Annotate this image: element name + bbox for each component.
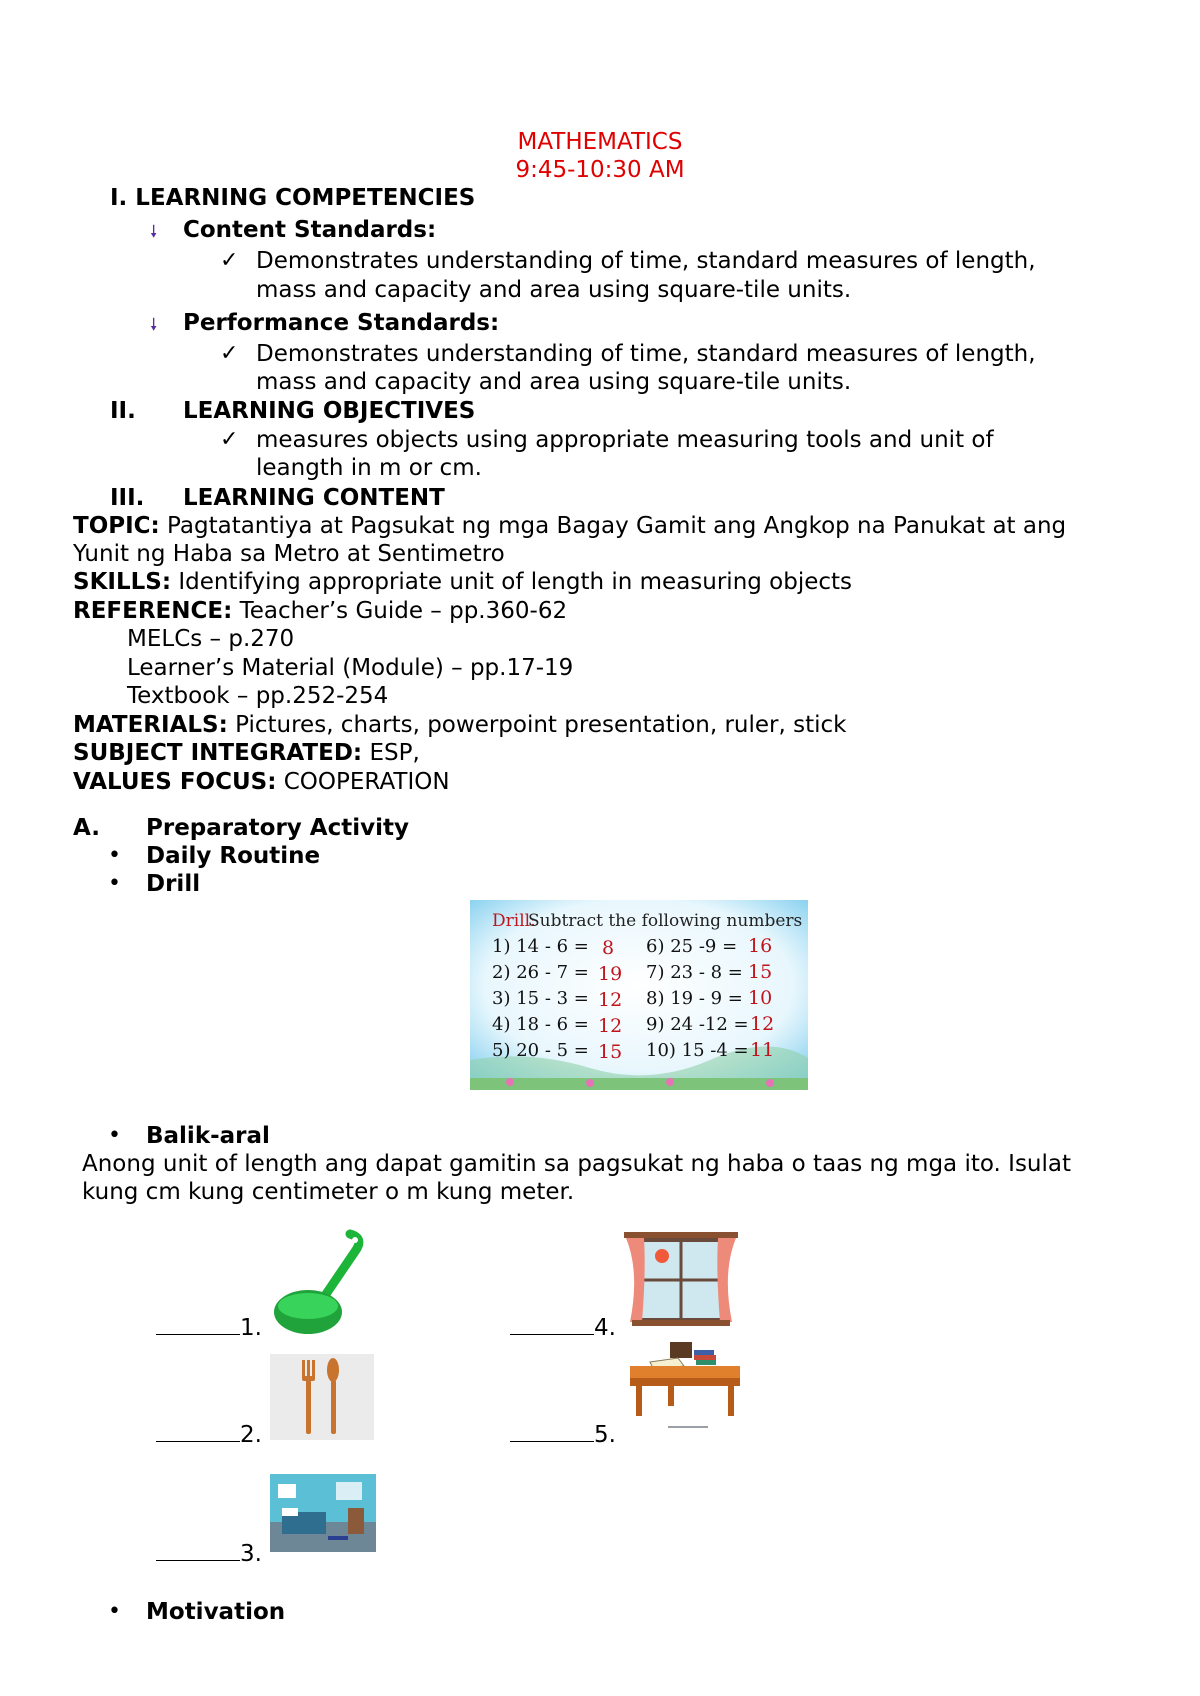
item-number: 4. [594,1315,616,1341]
bullet-icon: • [108,1599,121,1624]
activity-letter: A. [73,815,100,841]
bullet-icon: • [108,843,121,868]
reference-item: Textbook – pp.252-254 [127,683,389,709]
item-number: 2. [240,1422,262,1448]
answer-item-1 [156,1312,262,1342]
drill-question: 9) 24 -12 = [646,1014,749,1035]
review-heading: Balik-aral [146,1123,270,1149]
drill-question: 6) 25 -9 = [646,936,738,957]
answer-item-4 [510,1312,616,1342]
class-time: 9:45-10:30 AM [515,157,685,183]
subject-value: ESP, [369,740,420,766]
drill-question: 2) 26 - 7 = [492,962,589,983]
materials-label: MATERIALS: [73,712,228,738]
reference-item: Teacher’s Guide – pp.360-62 [239,598,568,624]
drill-graphic [470,900,808,1090]
bullet-icon: • [108,871,121,896]
drill-answer: 11 [750,1039,775,1061]
section-1-heading: I. LEARNING COMPETENCIES [110,185,476,211]
answer-item-3 [156,1538,262,1568]
objective-line-1: measures objects using appropriate measuring tools and unit of [256,427,994,453]
topic-value-1: Pagtatantiya at Pagsukat ng mga Bagay Gamit ang Angkop na Panukat at ang [167,513,1067,539]
subject-line [73,739,420,767]
drill-question: 10) 15 -4 = [646,1040,749,1061]
topic-line-1 [73,512,1066,540]
window-picture [624,1232,738,1328]
drill-answer: 15 [598,1041,623,1063]
reference-item: Learner’s Material (Module) – pp.17-19 [127,655,574,681]
drill-title-red: Drill: [492,911,536,931]
answer-blank[interactable] [156,1312,240,1335]
review-instruction-1: Anong unit of length ang dapat gamitin sa pagsukat ng haba o taas ng mga ito. Isulat [82,1151,1071,1177]
section-2-number: II. [110,398,136,424]
drill-label: Drill [146,871,201,897]
skills-line [73,568,852,596]
item-number: 5. [594,1422,616,1448]
content-standards-row [150,216,157,246]
drill-question: 8) 19 - 9 = [646,988,743,1009]
performance-standard-line-1: Demonstrates understanding of time, standard measures of length, [256,341,1036,367]
drill-question: 4) 18 - 6 = [492,1014,589,1035]
reference-line [73,597,567,625]
answer-blank[interactable] [510,1312,594,1335]
drill-question: 5) 20 - 5 = [492,1040,589,1061]
review-instruction-2: kung cm kung centimeter o m kung meter. [82,1179,575,1205]
values-label: VALUES FOCUS: [73,769,277,795]
content-standard-line-2: mass and capacity and area using square-tile units. [256,277,852,303]
materials-line [73,711,846,739]
checkmark-icon: ✓ [220,427,239,452]
drill-answer: 12 [598,1015,623,1037]
arrow-bullet-icon: 🠗 [150,222,158,242]
motivation-heading: Motivation [146,1599,286,1625]
perf-standards-row [150,309,157,339]
topic-line-2: Yunit ng Haba sa Metro at Sentimetro [73,541,505,567]
drill-answer: 16 [748,935,773,957]
drill-answer: 15 [748,961,773,983]
values-value: COOPERATION [283,769,450,795]
checkmark-icon: ✓ [220,341,239,366]
topic-label: TOPIC: [73,513,160,539]
arrow-bullet-icon: 🠗 [150,315,158,335]
bedroom-picture [270,1474,376,1552]
answer-item-5 [510,1419,616,1449]
subject-label: SUBJECT INTEGRATED: [73,740,363,766]
fork-spoon-picture [270,1354,374,1440]
objective-line-2: leangth in m or cm. [256,455,482,481]
performance-standard-line-2: mass and capacity and area using square-tile units. [256,369,852,395]
drill-question: 1) 14 - 6 = [492,936,589,957]
ladle-picture [270,1228,366,1338]
drill-answer: 10 [748,987,773,1009]
section-3-number: III. [110,485,145,511]
skills-label: SKILLS: [73,569,172,595]
page-title: MATHEMATICS [517,129,683,155]
answer-blank[interactable] [156,1538,240,1561]
item-number: 1. [240,1315,262,1341]
checkmark-icon: ✓ [220,248,239,273]
reference-item: MELCs – p.270 [127,626,295,652]
drill-answer: 19 [598,963,623,985]
values-line [73,768,450,796]
drill-answer: 12 [598,989,623,1011]
content-standards-label: Content Standards: [183,217,437,243]
drill-answer: 12 [750,1013,775,1035]
drill-question: 3) 15 - 3 = [492,988,589,1009]
answer-item-2 [156,1419,262,1449]
skills-value: Identifying appropriate unit of length in measuring objects [178,569,853,595]
content-standard-line-1: Demonstrates understanding of time, standard measures of length, [256,248,1036,274]
activity-heading: Preparatory Activity [146,815,409,841]
bullet-icon: • [108,1123,121,1148]
drill-image [470,900,808,1090]
daily-routine: Daily Routine [146,843,321,869]
reference-label: REFERENCE: [73,598,233,624]
desk-picture [628,1340,744,1436]
drill-title: Subtract the following numbers [528,911,803,931]
answer-blank[interactable] [510,1419,594,1442]
section-3-heading: LEARNING CONTENT [183,485,445,511]
drill-answer: 8 [602,937,615,959]
section-2-heading: LEARNING OBJECTIVES [183,398,476,424]
materials-value: Pictures, charts, powerpoint presentation, ruler, stick [235,712,847,738]
performance-standards-label: Performance Standards: [183,310,500,336]
answer-blank[interactable] [156,1419,240,1442]
item-number: 3. [240,1541,262,1567]
drill-question: 7) 23 - 8 = [646,962,743,983]
